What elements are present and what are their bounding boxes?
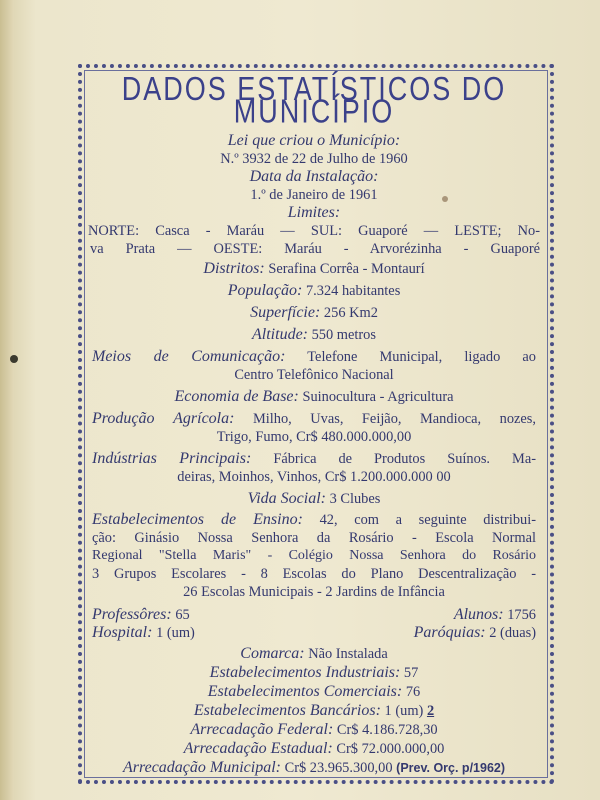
- industriais-label: Estabelecimentos Industriais:: [209, 664, 401, 681]
- producao-label: Produção Agrícola:: [92, 410, 235, 427]
- limites-line-2: va Prata — OESTE: Maráu - Arvorézinha - Guaporé: [90, 241, 540, 257]
- professores-group: [92, 606, 190, 624]
- ensino-line-3: Regional "Stella Maris" - Colégio Nossa Senhora do Rosário: [92, 548, 536, 563]
- hospital-paroquias-row: [88, 624, 540, 642]
- comarca-row: [88, 645, 540, 663]
- economia-row: [88, 388, 540, 406]
- industriais-value: 57: [403, 665, 419, 681]
- industrias-line-2: deiras, Moinhos, Vinhos, Cr$ 1.200.000.000 00: [177, 469, 451, 485]
- handwritten-note: 2: [426, 703, 435, 719]
- alunos-value: 1756: [507, 607, 536, 623]
- ensino-line-1: 42, com a seguinte distribui-: [319, 512, 537, 528]
- federal-label: Arrecadação Federal:: [190, 721, 334, 738]
- superficie-label: Superfície:: [250, 304, 321, 321]
- federal-value: Cr$ 4.186.728,30: [336, 722, 438, 738]
- professores-label: Professôres:: [92, 606, 172, 623]
- instalacao-value: 1.º de Janeiro de 1961: [250, 187, 378, 203]
- paroquias-group: [414, 624, 536, 642]
- comarca-label: Comarca:: [240, 645, 305, 662]
- lei-label: Lei que criou o Município:: [227, 132, 401, 149]
- distritos-value: Serafina Corrêa - Montaurí: [268, 261, 425, 277]
- stain-spot: [10, 355, 18, 363]
- professores-alunos-row: [88, 606, 540, 624]
- superficie-row: [88, 304, 540, 322]
- meios-line-1: Telefone Municipal, ligado ao: [307, 349, 536, 365]
- producao-line-2: Trigo, Fumo, Cr$ 480.000.000,00: [216, 429, 412, 445]
- comerciais-row: [88, 683, 540, 701]
- professores-value: 65: [175, 607, 190, 623]
- municipal-note: (Prev. Orç. p/1962): [396, 761, 506, 775]
- producao-row: [88, 410, 540, 428]
- estadual-label: Arrecadação Estadual:: [183, 740, 333, 757]
- altitude-row: [88, 326, 540, 344]
- vida-label: Vida Social:: [247, 490, 326, 507]
- limites-label: Limites:: [287, 204, 341, 221]
- meios-line-2: Centro Telefônico Nacional: [234, 367, 394, 383]
- ensino-line-5: 26 Escolas Municipais - 2 Jardins de Infância: [183, 584, 445, 600]
- binding-gutter: [0, 0, 14, 800]
- estadual-value: Cr$ 72.000.000,00: [336, 741, 445, 757]
- industrias-line-1: Fábrica de Produtos Suínos. Ma-: [273, 451, 536, 467]
- comarca-value: Não Instalada: [308, 646, 388, 662]
- ensino-line-2: ção: Ginásio Nossa Senhora da Rosário - Escola Normal: [92, 530, 536, 546]
- municipal-value: Cr$ 23.965.300,00: [284, 760, 393, 776]
- altitude-label: Altitude:: [252, 326, 308, 343]
- bancarios-value: 1 (um): [384, 703, 424, 719]
- hospital-label: Hospital:: [92, 624, 153, 641]
- meios-row: [88, 348, 540, 366]
- page-title: DADOS ESTATÍSTICOS DO MUNICÍPIO: [121, 70, 507, 130]
- industriais-row: [88, 664, 540, 682]
- populacao-label: População:: [227, 282, 303, 299]
- estadual-row: [88, 740, 540, 758]
- economia-label: Economia de Base:: [174, 388, 299, 405]
- superficie-value: 256 Km2: [323, 305, 378, 321]
- hospital-value: 1 (um): [156, 625, 195, 641]
- municipal-label: Arrecadação Municipal:: [122, 759, 281, 776]
- paroquias-value: 2 (duas): [489, 625, 536, 641]
- ensino-row: [88, 511, 540, 529]
- statistics-content: [88, 70, 540, 777]
- federal-row: [88, 721, 540, 739]
- paroquias-label: Paróquias:: [413, 624, 486, 641]
- populacao-row: [88, 282, 540, 300]
- vida-value: 3 Clubes: [329, 491, 381, 507]
- industrias-row: [88, 450, 540, 468]
- comerciais-label: Estabelecimentos Comerciais:: [207, 683, 403, 700]
- lei-value: N.º 3932 de 22 de Julho de 1960: [220, 151, 408, 167]
- distritos-label: Distritos:: [203, 260, 265, 277]
- comerciais-value: 76: [405, 684, 421, 700]
- limites-line-1: NORTE: Casca - Maráu — SUL: Guaporé — LESTE; No-: [88, 223, 540, 239]
- distritos-row: [88, 260, 540, 278]
- vida-row: [88, 490, 540, 508]
- hospital-group: [92, 624, 195, 642]
- ensino-label: Estabelecimentos de Ensino:: [92, 511, 303, 528]
- instalacao-label: Data da Instalação:: [249, 168, 379, 185]
- altitude-value: 550 metros: [311, 327, 376, 343]
- alunos-label: Alunos:: [453, 606, 504, 623]
- populacao-value: 7.324 habitantes: [305, 283, 401, 299]
- alunos-group: [454, 606, 536, 624]
- meios-label: Meios de Comunicação:: [92, 348, 286, 365]
- bancarios-row: [88, 702, 540, 720]
- producao-line-1: Milho, Uvas, Feijão, Mandioca, nozes,: [252, 411, 536, 427]
- economia-value: Suinocultura - Agricultura: [302, 389, 454, 405]
- ensino-line-4: 3 Grupos Escolares - 8 Escolas do Plano Descentralização -: [92, 566, 536, 582]
- bancarios-label: Estabelecimentos Bancários:: [193, 702, 381, 719]
- industrias-label: Indústrias Principais:: [92, 450, 252, 467]
- municipal-row: [88, 759, 540, 777]
